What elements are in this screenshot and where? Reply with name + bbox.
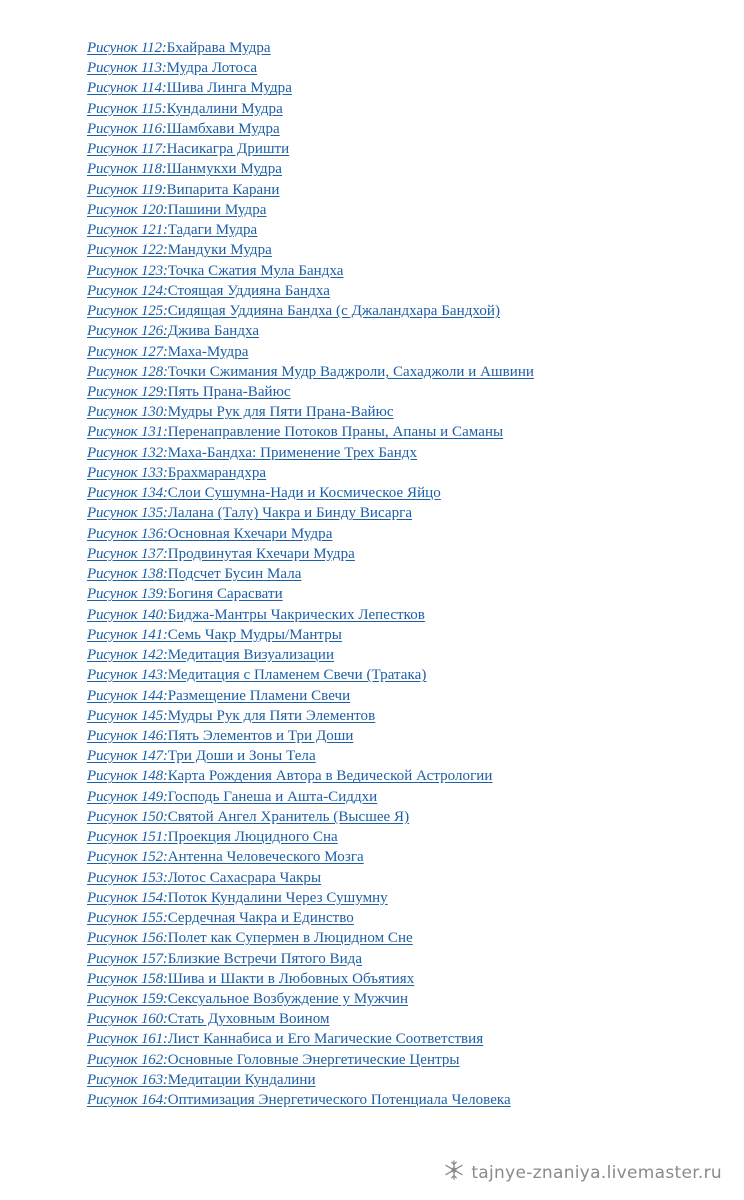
figure-label: Рисунок 137: (87, 545, 168, 562)
figure-link[interactable] (87, 382, 534, 402)
figure-label: Рисунок 140: (87, 606, 168, 623)
figure-label: Рисунок 131: (87, 424, 168, 441)
figure-label: Рисунок 151: (87, 829, 168, 846)
figure-link[interactable] (87, 706, 534, 726)
figure-label: Рисунок 129: (87, 383, 168, 400)
figure-title: Стоящая Уддияна Бандха (167, 282, 330, 299)
figure-label: Рисунок 162: (87, 1051, 168, 1068)
figure-link[interactable] (87, 180, 534, 200)
figure-title: Лист Каннабиса и Его Магические Соответствия (167, 1031, 484, 1048)
figure-title: Сидящая Уддияна Бандха (с Джаландхара Бандхой) (167, 303, 501, 320)
figure-title: Пашини Мудра (167, 201, 267, 218)
figure-link[interactable] (87, 625, 534, 645)
figure-link[interactable] (87, 584, 534, 604)
figure-title: Точки Сжимания Мудр Ваджроли, Сахаджоли и Ашвини (167, 363, 534, 380)
figure-link[interactable] (87, 1090, 534, 1110)
figure-link[interactable] (87, 119, 534, 139)
figure-link[interactable] (87, 746, 534, 766)
figure-title: Оптимизация Энергетического Потенциала Человека (167, 1092, 511, 1109)
figure-label: Рисунок 163: (87, 1071, 168, 1088)
figure-title: Джива Бандха (167, 323, 260, 340)
figure-link[interactable] (87, 605, 534, 625)
figure-title: Випарита Карани (166, 181, 280, 198)
figure-title: Мудры Рук для Пяти Прана-Вайюс (167, 404, 394, 421)
figure-link[interactable] (87, 827, 534, 847)
figure-label: Рисунок 156: (87, 930, 168, 947)
figure-title: Пять Элементов и Три Доши (167, 727, 354, 744)
figure-label: Рисунок 145: (87, 707, 168, 724)
figure-link[interactable] (87, 868, 534, 888)
figure-label: Рисунок 114: (87, 80, 167, 97)
figure-title: Биджа-Мантры Чакрических Лепестков (167, 606, 425, 623)
figure-label: Рисунок 121: (87, 222, 168, 239)
figure-title: Семь Чакр Мудры/Мантры (167, 626, 342, 643)
figure-title: Маха-Бандха: Применение Трех Бандх (167, 444, 418, 461)
figure-label: Рисунок 117: (87, 141, 167, 158)
figure-link[interactable] (87, 78, 534, 98)
figure-label: Рисунок 141: (87, 626, 168, 643)
figure-link[interactable] (87, 422, 534, 442)
figure-title: Проекция Люцидного Сна (167, 829, 338, 846)
figure-title: Шанмукхи Мудра (166, 161, 282, 178)
figure-label: Рисунок 139: (87, 586, 168, 603)
figure-title: Поток Кундалини Через Сушумну (167, 889, 388, 906)
figure-title: Основная Кхечари Мудра (167, 525, 333, 542)
figure-link[interactable] (87, 564, 534, 584)
figure-link[interactable] (87, 949, 534, 969)
figure-link[interactable] (87, 240, 534, 260)
figure-link[interactable] (87, 686, 534, 706)
figure-link[interactable] (87, 281, 534, 301)
figure-link[interactable] (87, 1009, 534, 1029)
figure-label: Рисунок 132: (87, 444, 168, 461)
figure-link[interactable] (87, 1070, 534, 1090)
figure-title: Сердечная Чакра и Единство (167, 910, 354, 927)
figure-title: Перенаправление Потоков Праны, Апаны и Саманы (167, 424, 504, 441)
figure-title: Карта Рождения Автора в Ведической Астрологии (167, 768, 493, 785)
figure-link[interactable] (87, 362, 534, 382)
figure-title: Антенна Человеческого Мозга (167, 849, 364, 866)
figure-link[interactable] (87, 58, 534, 78)
figure-label: Рисунок 155: (87, 910, 168, 927)
watermark (443, 1159, 722, 1186)
figure-title: Мудра Лотоса (166, 60, 258, 77)
figure-label: Рисунок 143: (87, 667, 168, 684)
figure-link[interactable] (87, 321, 534, 341)
figure-link[interactable] (87, 544, 534, 564)
figure-label: Рисунок 116: (87, 120, 167, 137)
figure-link[interactable] (87, 928, 534, 948)
figure-title: Мудры Рук для Пяти Элементов (167, 707, 376, 724)
figure-link[interactable] (87, 665, 534, 685)
figure-label: Рисунок 161: (87, 1031, 168, 1048)
figure-label: Рисунок 136: (87, 525, 168, 542)
figure-link[interactable] (87, 200, 534, 220)
figure-title: Сексуальное Возбуждение у Мужчин (167, 991, 409, 1008)
figure-title: Медитация Визуализации (167, 647, 335, 664)
figure-link[interactable] (87, 766, 534, 786)
figure-link[interactable] (87, 908, 534, 928)
figure-title: Слои Сушумна-Нади и Космическое Яйцо (167, 485, 441, 502)
figure-link[interactable] (87, 220, 534, 240)
figure-title: Основные Головные Энергетические Центры (167, 1051, 460, 1068)
figure-link[interactable] (87, 139, 534, 159)
watermark-text: tajnye-znaniya.livemaster.ru (471, 1162, 722, 1183)
figure-link[interactable] (87, 99, 534, 119)
figure-label: Рисунок 135: (87, 505, 168, 522)
figure-title: Кундалини Мудра (166, 100, 283, 117)
figure-title: Размещение Пламени Свечи (167, 687, 351, 704)
figure-label: Рисунок 122: (87, 242, 168, 259)
figure-label: Рисунок 119: (87, 181, 167, 198)
figure-link[interactable] (87, 807, 534, 827)
figure-title: Брахмарандхра (167, 464, 267, 481)
figure-label: Рисунок 127: (87, 343, 168, 360)
figure-label: Рисунок 153: (87, 869, 168, 886)
figure-label: Рисунок 158: (87, 970, 168, 987)
figure-title: Шамбхави Мудра (166, 120, 280, 137)
figure-label: Рисунок 125: (87, 303, 168, 320)
figure-title: Точка Сжатия Мула Бандха (167, 262, 344, 279)
figure-label: Рисунок 144: (87, 687, 168, 704)
figure-title: Святой Ангел Хранитель (Высшее Я) (167, 808, 410, 825)
figure-link[interactable] (87, 443, 534, 463)
figure-label: Рисунок 124: (87, 282, 168, 299)
figure-label: Рисунок 159: (87, 991, 168, 1008)
figure-title: Подсчет Бусин Мала (167, 566, 302, 583)
figure-title: Медитации Кундалини (167, 1071, 316, 1088)
figure-label: Рисунок 112: (87, 40, 167, 56)
figure-label: Рисунок 160: (87, 1011, 168, 1028)
figure-link[interactable] (87, 969, 534, 989)
figure-label: Рисунок 123: (87, 262, 168, 279)
figure-label: Рисунок 120: (87, 201, 168, 218)
figure-label: Рисунок 115: (87, 100, 167, 117)
figure-title: Мандуки Мудра (167, 242, 272, 259)
figure-title: Медитация с Пламенем Свечи (Тратака) (167, 667, 427, 684)
figure-label: Рисунок 128: (87, 363, 168, 380)
figure-link[interactable] (87, 261, 534, 281)
figure-label: Рисунок 126: (87, 323, 168, 340)
figure-label: Рисунок 138: (87, 566, 168, 583)
figure-label: Рисунок 118: (87, 161, 167, 178)
figure-link[interactable] (87, 847, 534, 867)
figure-link[interactable] (87, 787, 534, 807)
figure-title: Три Доши и Зоны Тела (167, 748, 316, 765)
figure-label: Рисунок 130: (87, 404, 168, 421)
figure-title: Насикагра Дришти (166, 141, 290, 158)
snowflake-icon (443, 1159, 465, 1186)
figure-label: Рисунок 149: (87, 788, 168, 805)
figure-link[interactable] (87, 301, 534, 321)
figure-label: Рисунок 148: (87, 768, 168, 785)
figure-label: Рисунок 150: (87, 808, 168, 825)
figure-title: Близкие Встречи Пятого Вида (167, 950, 363, 967)
figure-title: Бхайрава Мудра (166, 40, 271, 56)
figure-label: Рисунок 134: (87, 485, 168, 502)
figure-link[interactable] (87, 463, 534, 483)
figure-link[interactable] (87, 1050, 534, 1070)
figure-title: Стать Духовным Воином (167, 1011, 330, 1028)
figure-label: Рисунок 147: (87, 748, 168, 765)
figure-link[interactable] (87, 402, 534, 422)
figure-title: Маха-Мудра (167, 343, 249, 360)
figure-label: Рисунок 146: (87, 727, 168, 744)
figure-title: Шива и Шакти в Любовных Объятиях (167, 970, 415, 987)
figure-title: Лотос Сахасрара Чакры (167, 869, 322, 886)
figure-label: Рисунок 133: (87, 464, 168, 481)
figure-link[interactable] (87, 342, 534, 362)
figure-title: Лалана (Талу) Чакра и Бинду Висарга (167, 505, 413, 522)
figure-label: Рисунок 154: (87, 889, 168, 906)
figure-link[interactable] (87, 483, 534, 503)
figure-title: Тадаги Мудра (167, 222, 258, 239)
figure-link[interactable] (87, 1029, 534, 1049)
figure-link[interactable] (87, 888, 534, 908)
figure-title: Богиня Сарасвати (167, 586, 283, 603)
figure-link[interactable] (87, 503, 534, 523)
figure-title: Пять Прана-Вайюс (167, 383, 291, 400)
figure-link[interactable] (87, 38, 534, 58)
figure-link[interactable] (87, 726, 534, 746)
figure-link[interactable] (87, 524, 534, 544)
figure-label: Рисунок 152: (87, 849, 168, 866)
figure-label: Рисунок 164: (87, 1092, 168, 1109)
figure-link[interactable] (87, 645, 534, 665)
figure-list (87, 38, 534, 1110)
figure-label: Рисунок 113: (87, 60, 167, 77)
figure-title: Полет как Супермен в Люцидном Сне (167, 930, 413, 947)
figure-title: Господь Ганеша и Ашта-Сиддхи (167, 788, 378, 805)
figure-link[interactable] (87, 989, 534, 1009)
figure-label: Рисунок 157: (87, 950, 168, 967)
figure-title: Шива Линга Мудра (166, 80, 292, 97)
figure-title: Продвинутая Кхечари Мудра (167, 545, 355, 562)
figure-label: Рисунок 142: (87, 647, 168, 664)
figure-link[interactable] (87, 159, 534, 179)
